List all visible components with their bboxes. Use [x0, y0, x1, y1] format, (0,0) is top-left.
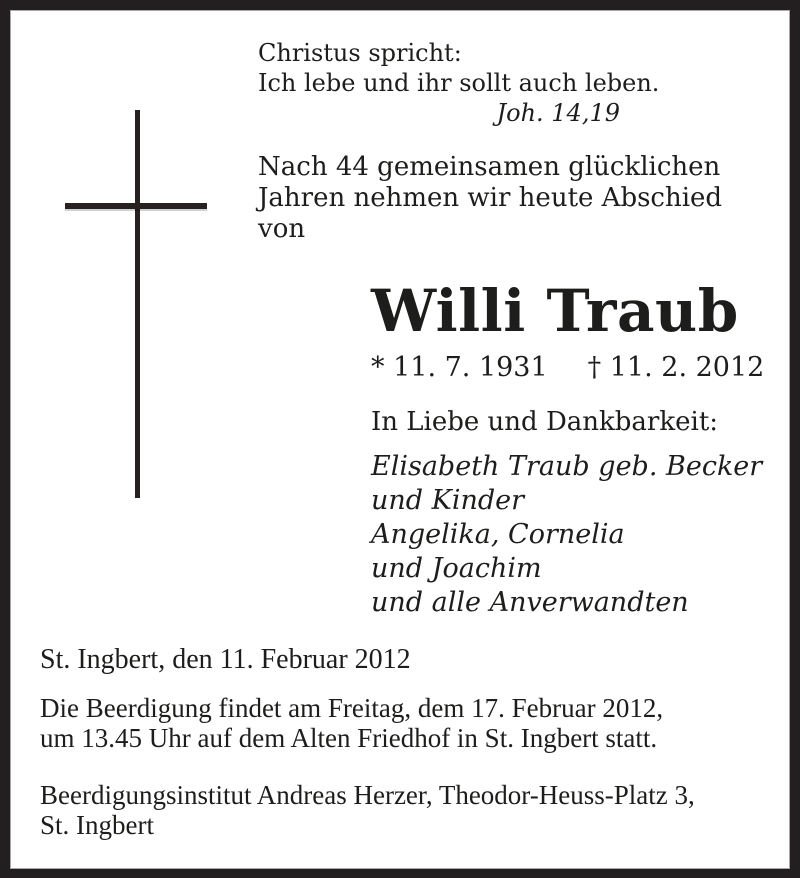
mourner-line: Elisabeth Traub geb. Becker: [371, 451, 763, 482]
farewell-intro: [258, 152, 722, 245]
cross-vertical-bar: [135, 110, 140, 498]
intro-line-2: Jahren nehmen wir heute Abschied: [258, 183, 723, 213]
mourner-line: und Joachim: [371, 553, 542, 584]
deceased-name: Willi Traub: [371, 277, 739, 345]
place-dateline: St. Ingbert, den 11. Februar 2012: [40, 644, 411, 675]
mourner-line: und alle Anverwandten: [371, 587, 689, 618]
mourners-list: [371, 450, 762, 620]
birth-date: * 11. 7. 1931: [371, 352, 548, 383]
institute-line-1: Beerdigungsinstitut Andreas Herzer, Theodor-Heuss-Platz 3,: [40, 780, 695, 810]
funeral-institute: [40, 780, 695, 840]
scripture-quote: [258, 38, 660, 128]
intro-line-1: Nach 44 gemeinsamen glücklichen: [258, 152, 721, 182]
funeral-line-2: um 13.45 Uhr auf dem Alten Friedhof in St. Ingbert statt.: [40, 723, 658, 753]
intro-line-3: von: [258, 214, 306, 244]
quote-line-1: Christus spricht:: [258, 39, 462, 67]
funeral-line-1: Die Beerdigung findet am Freitag, dem 17. Februar 2012,: [40, 693, 664, 723]
cross-horizontal-bar: [65, 203, 207, 209]
institute-line-2: St. Ingbert: [40, 810, 154, 840]
mourners-heading: In Liebe und Dankbarkeit:: [371, 407, 719, 437]
quote-attribution: Joh. 14,19: [496, 99, 620, 127]
life-dates: [371, 352, 764, 383]
mourner-line: und Kinder: [371, 485, 525, 516]
death-date: † 11. 2. 2012: [587, 352, 765, 383]
quote-line-2: Ich lebe und ihr sollt auch leben.: [258, 69, 660, 97]
funeral-info: [40, 693, 663, 753]
mourner-line: Angelika, Cornelia: [371, 519, 625, 550]
